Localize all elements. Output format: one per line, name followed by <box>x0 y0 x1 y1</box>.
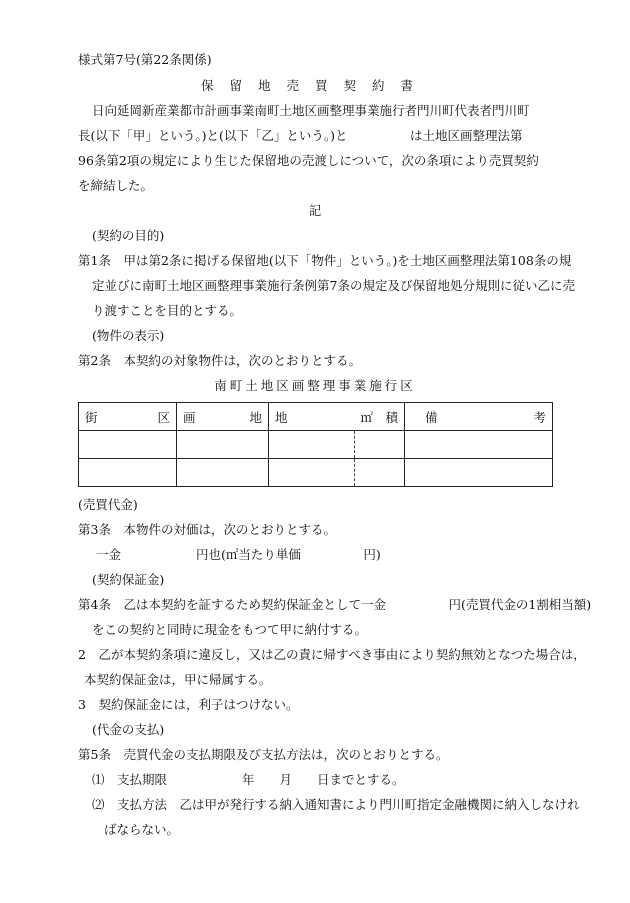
preamble-line: 長(以下「甲」という。)と(以下「乙」という。)と は土地区画整理法第 <box>78 128 523 143</box>
payment-method: ばならない。 <box>104 822 180 837</box>
article1-heading: (契約の目的) <box>92 228 165 243</box>
article3-text: 第3条 本物件の対価は，次のとおりとする。 <box>78 522 336 537</box>
preamble-line: 96条第2項の規定により生じた保留地の売渡しについて，次の条項により売買契約 <box>78 153 539 168</box>
preamble-line: 日向延岡新産業都市計画事業南町土地区画整理事業施行者門川町代表者門川町 <box>92 103 530 118</box>
price-amount: 一金 円也(㎡当たり単価 円) <box>96 547 381 562</box>
article3-heading: (売買代金) <box>78 497 138 512</box>
payment-deadline: ⑴ 支払期限 年 月 日までとする。 <box>92 772 405 787</box>
article1-text: 第1条 甲は第2条に掲げる保留地(以下「物件」という。)を土地区画整理法第108条の規 <box>78 253 572 268</box>
ki-label: 記 <box>308 203 322 218</box>
header-cell-lot: 画 地 <box>177 403 269 431</box>
article2-heading: (物件の表示) <box>92 328 165 343</box>
article4-text: 第4条 乙は本契約を証するため契約保証金として一金 円(売買代金の1割相当額) <box>78 597 592 612</box>
payment-method: ⑵ 支払方法 乙は甲が発行する納入通知書により門川町指定金融機関に納入しなけれ <box>92 797 580 812</box>
article4-paragraph3: 3 契約保証金には，利子はつけない。 <box>78 697 299 712</box>
page-title: 保留地売買契約書 <box>200 78 429 93</box>
table-row <box>79 459 553 487</box>
header-cell-remarks: 備 考 <box>405 403 553 431</box>
table-header-row <box>79 403 553 431</box>
article1-text: 定並びに南町土地区画整理事業施行条例第7条の規定及び保留地処分規則に従い乙に売 <box>92 278 575 293</box>
table-row <box>79 431 553 459</box>
article1-text: り渡すことを目的とする。 <box>92 303 243 318</box>
table-caption: 南町土地区画整理事業施行区 <box>214 378 416 393</box>
article2-text: 第2条 本契約の対象物件は，次のとおりとする。 <box>78 353 361 368</box>
article4-paragraph2: 本契約保証金は，甲に帰属する。 <box>84 672 272 687</box>
article4-text: をこの契約と同時に現金をもつて甲に納付する。 <box>92 622 368 637</box>
property-table <box>78 402 553 487</box>
article4-heading: (契約保証金) <box>92 572 165 587</box>
header-cell-block: 街 区 <box>79 403 177 431</box>
form-label: 様式第7号(第22条関係) <box>78 52 212 67</box>
article4-paragraph2: 2 乙が本契約条項に違反し，又は乙の責に帰すべき事由により契約無効となつた場合は， <box>78 647 586 662</box>
article5-heading: (代金の支払) <box>92 722 165 737</box>
article5-text: 第5条 売買代金の支払期限及び支払方法は，次のとおりとする。 <box>78 747 449 762</box>
header-cell-area: 地 ㎡ 積 <box>269 403 405 431</box>
preamble-line: を締結した。 <box>78 178 154 193</box>
